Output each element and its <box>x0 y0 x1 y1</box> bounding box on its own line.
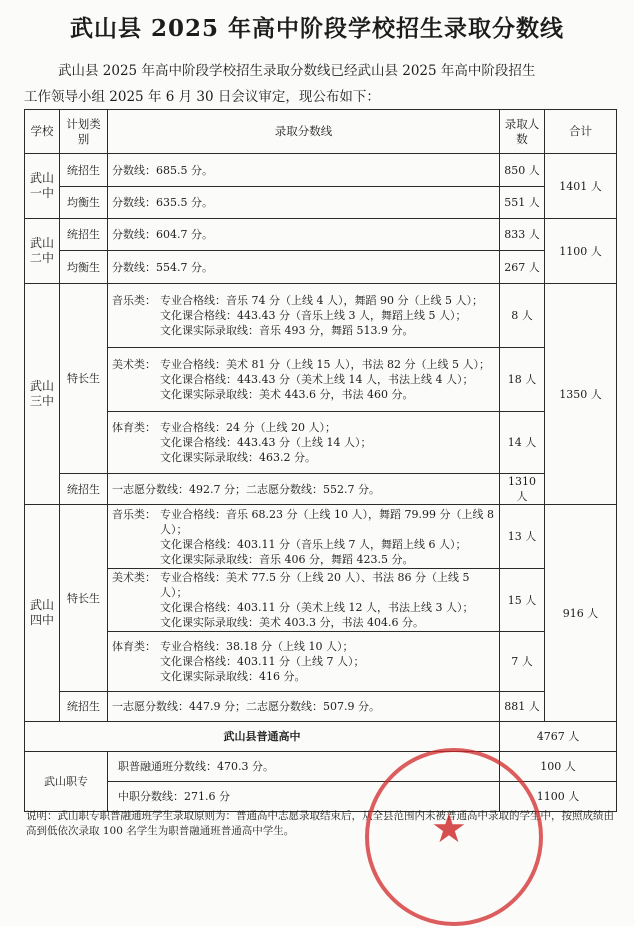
special-cell <box>108 569 500 632</box>
table-row <box>25 219 617 251</box>
explanatory-note: 说明：武山职专职普融通班学生录取原则为：普通高中志愿录取结束后，从全县范围内未被普通高中录取的学生中，按照成绩由高到低依次录取 100 名学生为职普融通班普通高中学生。 <box>26 810 614 837</box>
count-cell: 13 人 <box>500 505 545 569</box>
score-line-text: 文化课合格线：403.11 分（上线 7 人）； <box>160 655 365 668</box>
table-row <box>25 284 617 348</box>
summary-total: 4767 人 <box>500 722 617 752</box>
special-cell <box>108 412 500 474</box>
score-line-text: 文化课实际录取线：美术 403.3 分，书法 404.6 分。 <box>160 616 424 629</box>
table-row <box>25 348 617 412</box>
category-cell: 统招生 <box>60 154 108 187</box>
count-cell: 833 人 <box>500 219 545 251</box>
special-cell <box>108 632 500 692</box>
subcategory-label: 音乐类： <box>112 294 156 307</box>
page-title: 武山县 2025 年高中阶段学校招生录取分数线 <box>69 15 565 42</box>
score-line-text: 文化课实际录取线：463.2 分。 <box>160 451 316 464</box>
category-cell: 统招生 <box>60 692 108 722</box>
score-line-text: 文化课合格线：443.43 分（上线 14 人）； <box>160 436 372 449</box>
score-line-cell: 分数线：685.5 分。 <box>108 154 500 187</box>
score-line-text: 文化课合格线：403.11 分（音乐上线 7 人，舞蹈上线 6 人）； <box>160 537 467 551</box>
score-line-cell: 中职分数线：271.6 分 <box>108 782 500 812</box>
category-cell: 均衡生 <box>60 187 108 219</box>
table-row <box>25 412 617 474</box>
table-row <box>25 187 617 219</box>
subcategory-label: 美术类： <box>112 358 156 371</box>
count-cell: 100 人 <box>500 752 617 782</box>
score-line-text: 专业合格线：美术 81 分（上线 15 人），书法 82 分（上线 5 人）； <box>160 358 490 371</box>
intro-paragraph <box>24 58 616 110</box>
subcategory-label: 美术类： <box>112 571 156 584</box>
subcategory-label: 音乐类： <box>112 507 156 521</box>
score-line-text: 文化课实际录取线：音乐 406 分，舞蹈 423.5 分。 <box>160 552 414 566</box>
score-line-text: 专业合格线：38.18 分（上线 10 人）； <box>160 640 354 653</box>
admission-score-table <box>24 109 617 812</box>
score-line-cell: 职普融通班分数线：470.3 分。 <box>108 752 500 782</box>
table-row <box>25 251 617 284</box>
score-line-text: 文化课合格线：443.43 分（音乐上线 3 人，舞蹈上线 5 人）； <box>160 309 467 322</box>
score-line-text: 文化课合格线：403.11 分（美术上线 12 人，书法上线 3 人）； <box>160 601 474 614</box>
official-seal-stamp <box>365 748 543 926</box>
score-line-text: 专业合格线：音乐 68.23 分（上线 10 人），舞蹈 79.99 分（上线 8 人）； <box>160 507 494 536</box>
score-line-text: 专业合格线：24 分（上线 20 人）； <box>160 421 336 434</box>
count-cell: 15 人 <box>500 569 545 632</box>
count-cell: 1310 人 <box>500 474 545 505</box>
score-line-text: 文化课合格线：443.43 分（美术上线 14 人，书法上线 4 人）； <box>160 373 474 386</box>
summary-row <box>25 722 617 752</box>
header-total: 合计 <box>545 110 617 154</box>
table-row <box>25 752 617 782</box>
total-cell-s3: 1350 人 <box>545 284 617 505</box>
score-line-text: 专业合格线：美术 77.5 分（上线 20 人）、书法 86 分（上线 5 人）； <box>160 571 470 599</box>
special-cell <box>108 284 500 348</box>
score-line-cell: 分数线：554.7 分。 <box>108 251 500 284</box>
header-school: 学校 <box>25 110 60 154</box>
score-line-cell: 一志愿分数线：492.7 分；二志愿分数线：552.7 分。 <box>108 474 500 505</box>
total-cell-s1: 1401 人 <box>545 154 617 219</box>
score-line-cell: 一志愿分数线：447.9 分；二志愿分数线：507.9 分。 <box>108 692 500 722</box>
count-cell: 14 人 <box>500 412 545 474</box>
seal-star-icon: ★ <box>431 806 467 852</box>
category-cell: 均衡生 <box>60 251 108 284</box>
school-name-s1: 武山一中 <box>25 154 60 219</box>
count-cell: 8 人 <box>500 284 545 348</box>
table-header-row <box>25 110 617 154</box>
score-line-cell: 分数线：604.7 分。 <box>108 219 500 251</box>
header-plan-type: 计划类别 <box>60 110 108 154</box>
count-cell: 267 人 <box>500 251 545 284</box>
table-row <box>25 154 617 187</box>
table-row <box>25 632 617 692</box>
subcategory-label: 体育类： <box>112 421 156 434</box>
table-row <box>25 505 617 569</box>
header-score-line: 录取分数线 <box>108 110 500 154</box>
table-row <box>25 692 617 722</box>
subcategory-label: 体育类： <box>112 640 156 653</box>
total-cell-s2: 1100 人 <box>545 219 617 284</box>
score-line-text: 文化课实际录取线：美术 443.6 分，书法 460 分。 <box>160 388 414 401</box>
score-line-text: 专业合格线：音乐 74 分（上线 4 人），舞蹈 90 分（上线 5 人）； <box>160 294 483 307</box>
category-cell: 统招生 <box>60 219 108 251</box>
school-name-s2: 武山二中 <box>25 219 60 284</box>
summary-label: 武山县普通高中 <box>25 722 500 752</box>
score-line-cell: 分数线：635.5 分。 <box>108 187 500 219</box>
category-cell: 统招生 <box>60 474 108 505</box>
school-name-vocational: 武山职专 <box>25 752 108 812</box>
special-cell <box>108 505 500 569</box>
table-row <box>25 569 617 632</box>
table-row <box>25 474 617 505</box>
count-cell: 551 人 <box>500 187 545 219</box>
score-line-text: 文化课实际录取线：416 分。 <box>160 670 306 683</box>
header-count: 录取人数 <box>500 110 545 154</box>
intro-line-2: 工作领导小组 2025 年 6 月 30 日会议审定，现公布如下： <box>24 89 380 105</box>
total-cell-s4: 916 人 <box>545 505 617 722</box>
school-name-s3: 武山三中 <box>25 284 60 505</box>
count-cell: 7 人 <box>500 632 545 692</box>
category-cell-special: 特长生 <box>60 284 108 474</box>
category-cell-special: 特长生 <box>60 505 108 692</box>
school-name-s4: 武山四中 <box>25 505 60 722</box>
count-cell: 18 人 <box>500 348 545 412</box>
score-line-text: 文化课实际录取线：音乐 493 分，舞蹈 513.9 分。 <box>160 324 414 337</box>
special-cell <box>108 348 500 412</box>
count-cell: 850 人 <box>500 154 545 187</box>
intro-line-1: 武山县 2025 年高中阶段学校招生录取分数线已经武山县 2025 年高中阶段招生 <box>58 63 536 79</box>
count-cell: 881 人 <box>500 692 545 722</box>
count-cell: 1100 人 <box>500 782 617 812</box>
